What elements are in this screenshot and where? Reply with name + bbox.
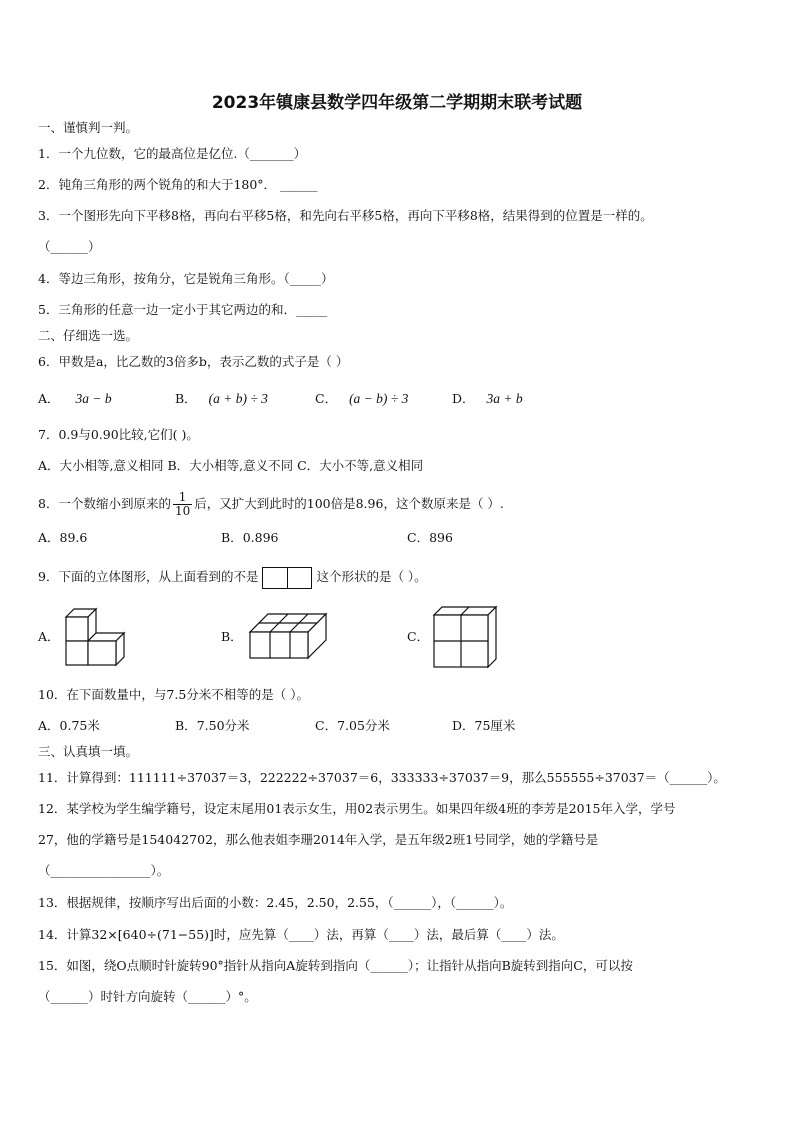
option-expression: 3a − b: [75, 391, 112, 406]
question-12-line-2: 27，他的学籍号是154042702，那么他表姐李珊2014年入学，是五年级2班1号同学，她的学籍号是: [38, 832, 599, 847]
option-label: B．: [221, 530, 243, 545]
cube-figure-a: [64, 607, 128, 667]
option-expression: 3a + b: [486, 391, 523, 406]
question-3-line-2: （______）: [38, 239, 101, 254]
question-12-line-3: （________________）。: [38, 863, 170, 878]
q10-option-c: [315, 718, 390, 734]
section-3-heading: 三、认真填一填。: [38, 744, 139, 759]
question-6: 6．甲数是a，比乙数的3倍多b，表示乙数的式子是（ ）: [38, 354, 349, 369]
question-4: 4．等边三角形，按角分，它是锐角三角形。（_____）: [38, 271, 334, 286]
question-9: [38, 565, 427, 589]
q10-option-b: [175, 718, 250, 734]
option-text: 75厘米: [474, 718, 516, 733]
q9-option-c-label: C．: [407, 629, 430, 644]
question-8: [38, 486, 504, 522]
question-12-line-1: 12．某学校为学生编学籍号，设定末尾用01表示女生，用02表示男生。如果四年级4班的李芳是2015年入学，学号: [38, 801, 676, 816]
option-text: 89.6: [59, 530, 88, 545]
option-label: D．: [452, 718, 475, 733]
question-5: 5．三角形的任意一边一定小于其它两边的和．_____: [38, 302, 328, 317]
q8-text-before: 8．一个数缩小到原来的: [38, 496, 171, 511]
option-text: 7.05分米: [337, 718, 390, 733]
option-text: 896: [429, 530, 453, 545]
q10-option-d: [452, 718, 515, 734]
q9-text-after: 这个形状的是（ ）。: [316, 569, 427, 584]
section-2-heading: 二、仔细选一选。: [38, 328, 139, 343]
q6-option-b: [175, 391, 268, 407]
option-expression: (a + b) ÷ 3: [208, 391, 268, 406]
q8-option-a: [38, 530, 87, 546]
option-label: A．: [38, 718, 60, 733]
q8-text-after: 后，又扩大到此时的100倍是8.96，这个数原来是（ ）.: [194, 496, 504, 511]
q8-fraction: [173, 491, 192, 518]
question-7: 7．0.9与0.90比较,它们( )。: [38, 427, 199, 442]
option-label: C．: [407, 530, 430, 545]
question-15-line-1: 15．如图，绕O点顺时针旋转90°指针从指向A旋转到指向（______）；让指针从指向B旋转到指向C，可以按: [38, 958, 633, 973]
q8-option-b: [221, 530, 278, 546]
option-text: 0.896: [242, 530, 279, 545]
question-2: 2．钝角三角形的两个锐角的和大于180°． ______: [38, 177, 318, 192]
page-title: 2023年镇康县数学四年级第二学期期末联考试题: [211, 93, 583, 113]
option-expression: (a − b) ÷ 3: [349, 391, 409, 406]
question-10: 10．在下面数量中，与7.5分米不相等的是（ ）。: [38, 687, 310, 702]
option-text: 0.75米: [59, 718, 100, 733]
question-14: 14．计算32×[640÷(71−55)]时，应先算（____）法，再算（____）法，最后算（____）法。: [38, 927, 564, 942]
option-label: B．: [175, 718, 197, 733]
fraction-denominator: 10: [174, 504, 191, 518]
option-text: 7.50分米: [196, 718, 250, 733]
q7-options: A．大小相等,意义相同 B．大小相等,意义不同 C．大小不等,意义相同: [38, 458, 424, 473]
question-11: 11．计算得到：111111÷37037＝3，222222÷37037＝6，333333÷37037＝9，那么555555÷37037＝（______）。: [38, 770, 726, 785]
option-label: C．: [315, 718, 338, 733]
two-square-top-view-figure: [262, 567, 312, 589]
cube-figure-b: [248, 612, 330, 662]
question-15-line-2: （______）时针方向旋转（______）°。: [38, 989, 257, 1004]
question-13: 13．根据规律，按顺序写出后面的小数：2.45，2.50，2.55，（______），（______）。: [38, 895, 513, 910]
cube-figure-c: [432, 605, 498, 669]
q8-option-c: [407, 530, 453, 546]
q9-option-a-label: A．: [38, 629, 60, 644]
option-label: B．: [175, 391, 197, 406]
q6-option-a: [38, 391, 112, 407]
question-1: 1．一个九位数，它的最高位是亿位.（_______）: [38, 146, 307, 161]
option-label: C．: [315, 391, 338, 406]
q9-option-b-label: B．: [221, 629, 243, 644]
option-label: A．: [38, 530, 60, 545]
question-3-line-1: 3．一个图形先向下平移8格，再向右平移5格，和先向右平移5格，再向下平移8格，结果得到的位置是一样的。: [38, 208, 653, 223]
fraction-numerator: 1: [173, 491, 192, 505]
section-1-heading: 一、谨慎判一判。: [38, 120, 139, 135]
q6-option-c: [315, 391, 408, 407]
q9-text-before: 9．下面的立体图形，从上面看到的不是: [38, 569, 259, 584]
q10-option-a: [38, 718, 100, 734]
q6-option-d: [452, 391, 523, 407]
option-label: D．: [452, 391, 475, 406]
option-label: A．: [38, 391, 60, 406]
